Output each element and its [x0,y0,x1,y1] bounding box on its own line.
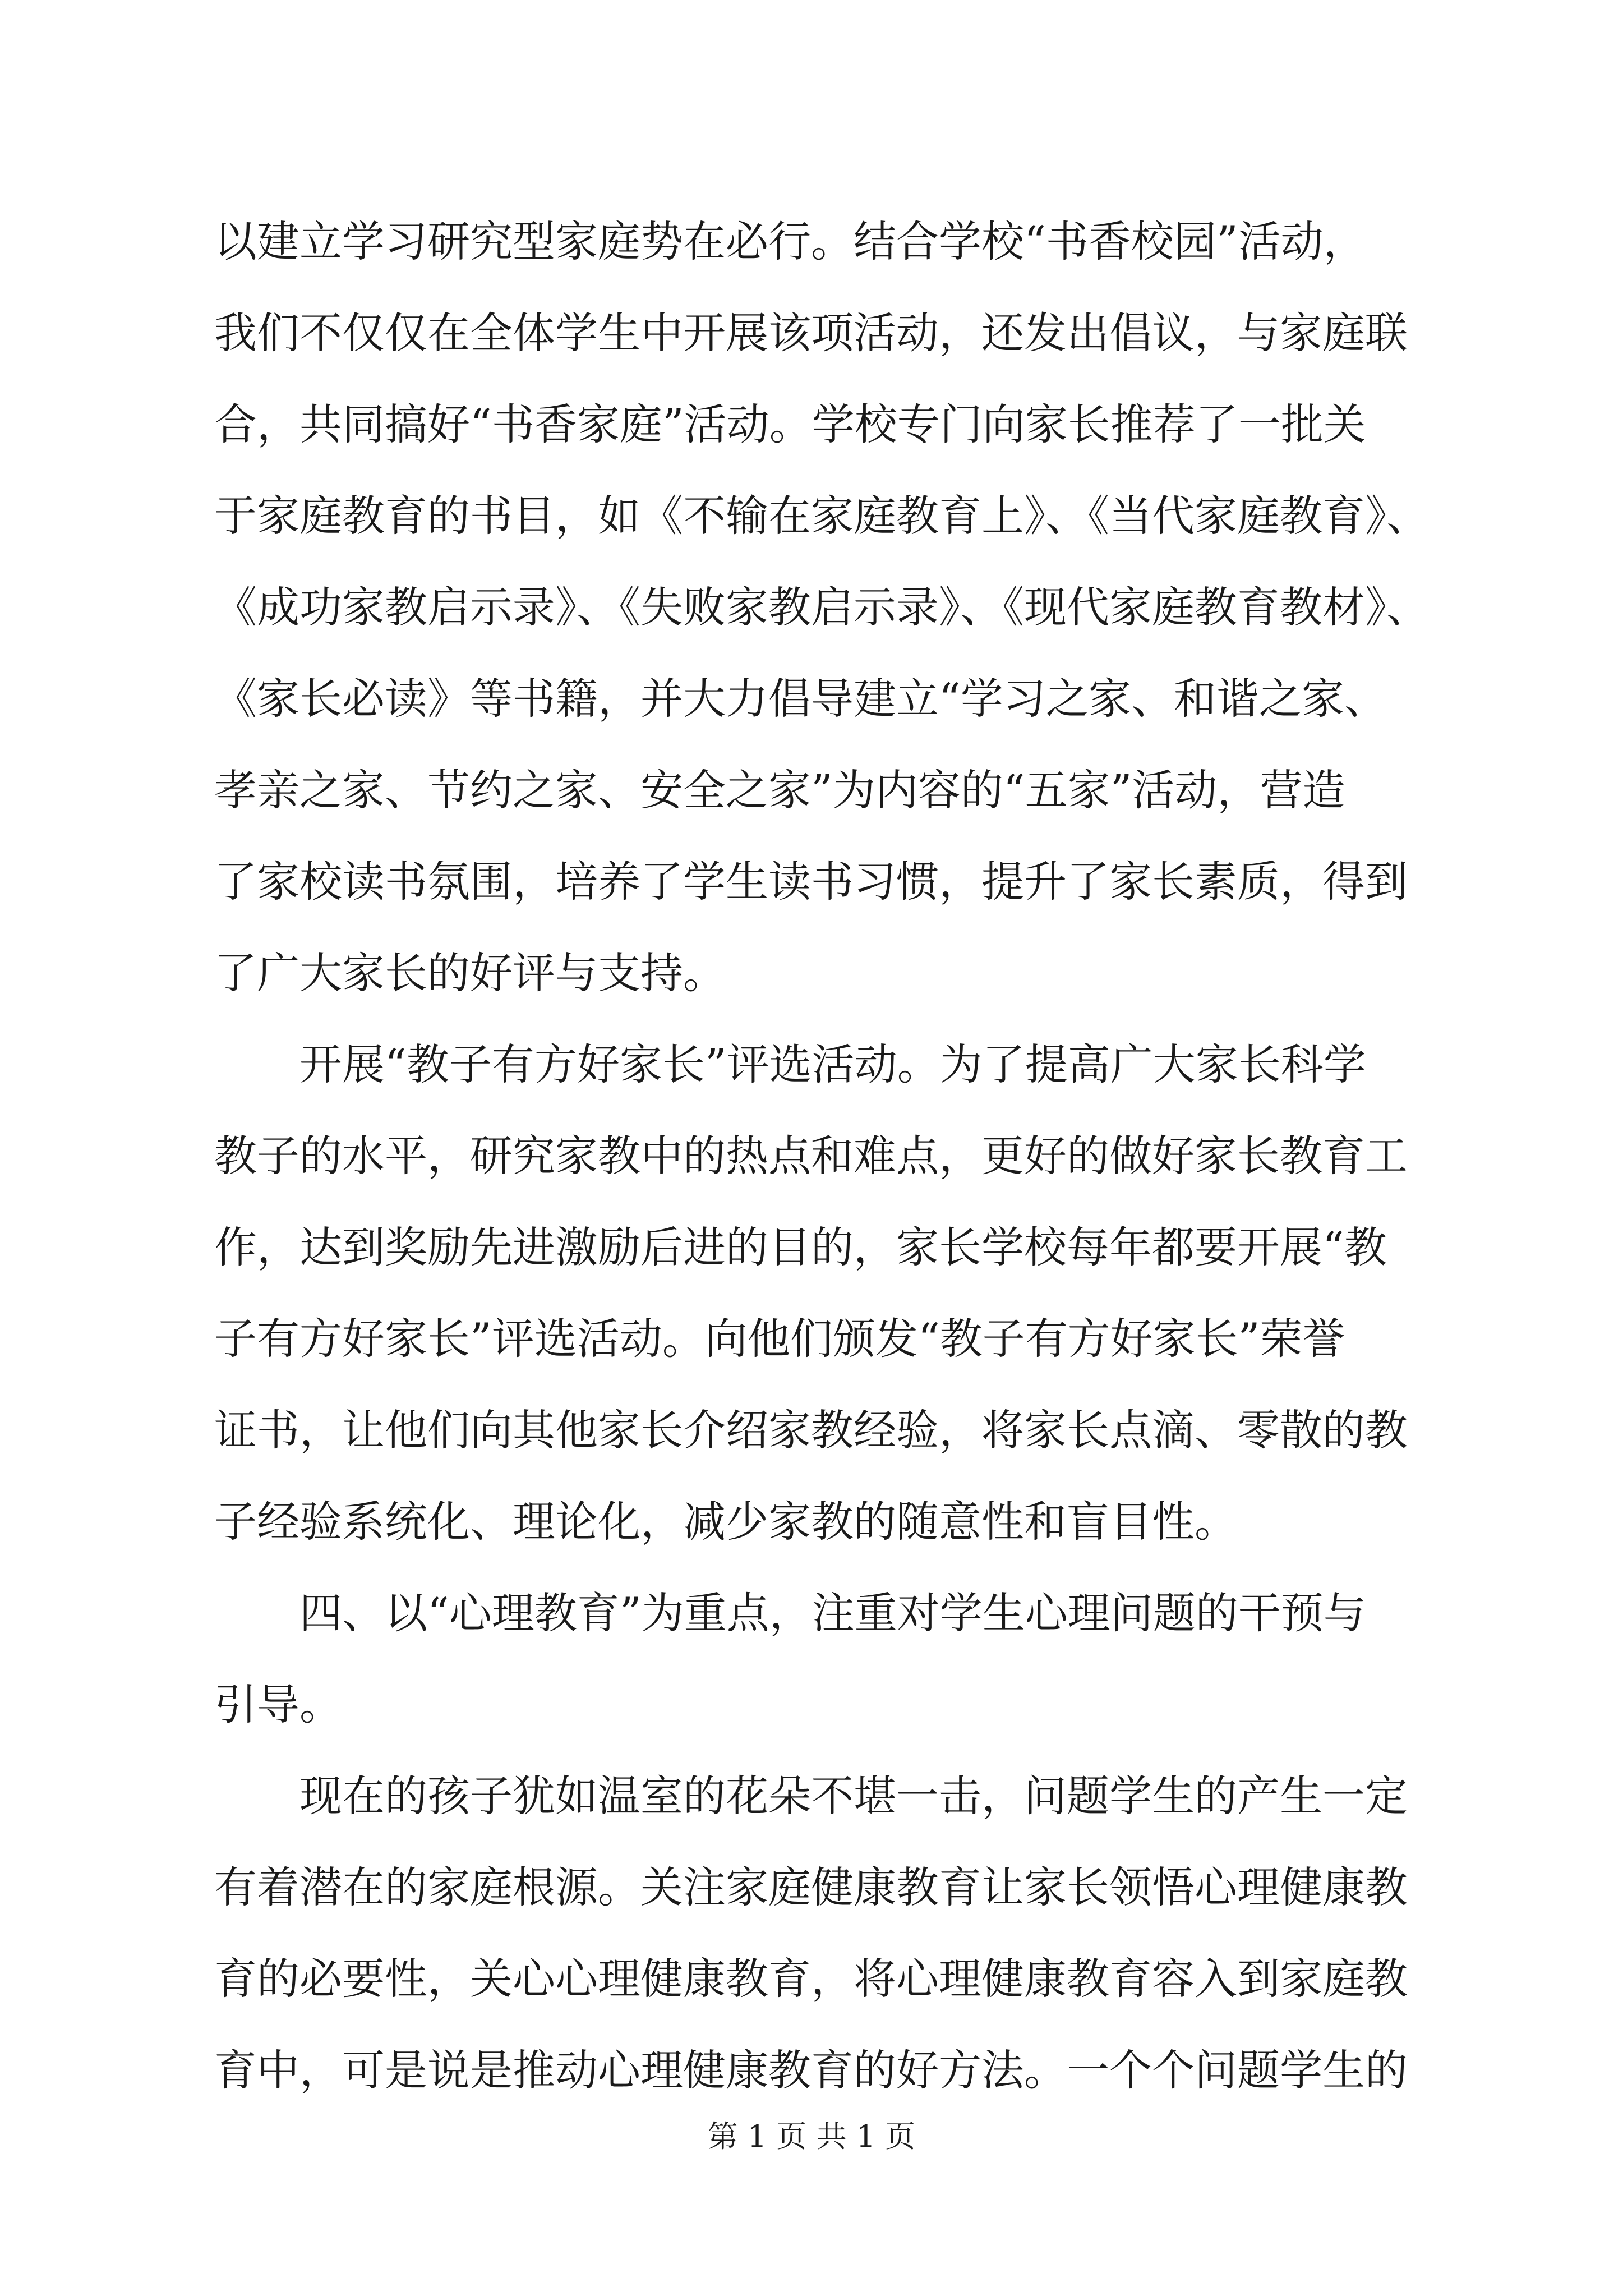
body-text-line: 作，达到奖励先进激励后进的目的，家长学校每年都要开展“教 [214,1222,1387,1272]
body-text-line: 现在的孩子犹如温室的花朵不堪一击，问题学生的产生一定 [214,1771,1408,1821]
body-text-line: 有着潜在的家庭根源。关注家庭健康教育让家长领悟心理健康教 [214,1862,1408,1912]
body-text-line: 教子的水平，研究家教中的热点和难点，更好的做好家长教育工 [214,1131,1408,1181]
body-text-line: 育中，可是说是推动心理健康教育的好方法。一个个问题学生的 [214,2045,1408,2095]
body-text-line: 孝亲之家、节约之家、安全之家”为内容的“五家”活动，营造 [214,765,1345,815]
body-text-line: 四、以“心理教育”为重点，注重对学生心理问题的干预与 [214,1588,1366,1638]
body-text-line: 《成功家教启示录》、《失败家教启示录》、《现代家庭教育教材》、 [214,582,1429,632]
body-text-line: 子经验系统化、理论化，减少家教的随意性和盲目性。 [214,1497,1237,1547]
body-text-line: 了家校读书氛围，培养了学生读书习惯，提升了家长素质，得到 [214,857,1408,907]
body-text-line: 证书，让他们向其他家长介绍家教经验，将家长点滴、零散的教 [214,1405,1408,1455]
body-text-line: 育的必要性，关心心理健康教育，将心理健康教育容入到家庭教 [214,1954,1408,2004]
body-text-line: 《家长必读》等书籍，并大力倡导建立“学习之家、和谐之家、 [214,674,1387,724]
body-text-line: 了广大家长的好评与支持。 [214,948,726,998]
body-text-line: 引导。 [214,1680,342,1729]
body-text-line: 我们不仅仅在全体学生中开展该项活动，还发出倡议，与家庭联 [214,308,1408,358]
page-number-footer: 第 1 页 共 1 页 [707,2119,916,2154]
body-text-line: 于家庭教育的书目，如《不输在家庭教育上》、《当代家庭教育》、 [214,491,1429,541]
body-text-line: 以建立学习研究型家庭势在必行。结合学校“书香校园”活动， [214,217,1366,266]
body-text-line: 子有方好家长”评选活动。向他们颁发“教子有方好家长”荣誉 [214,1314,1345,1364]
body-text-line: 合，共同搞好“书香家庭”活动。学校专门向家长推荐了一批关 [214,399,1366,449]
body-text-line: 开展“教子有方好家长”评选活动。为了提高广大家长科学 [214,1039,1366,1089]
